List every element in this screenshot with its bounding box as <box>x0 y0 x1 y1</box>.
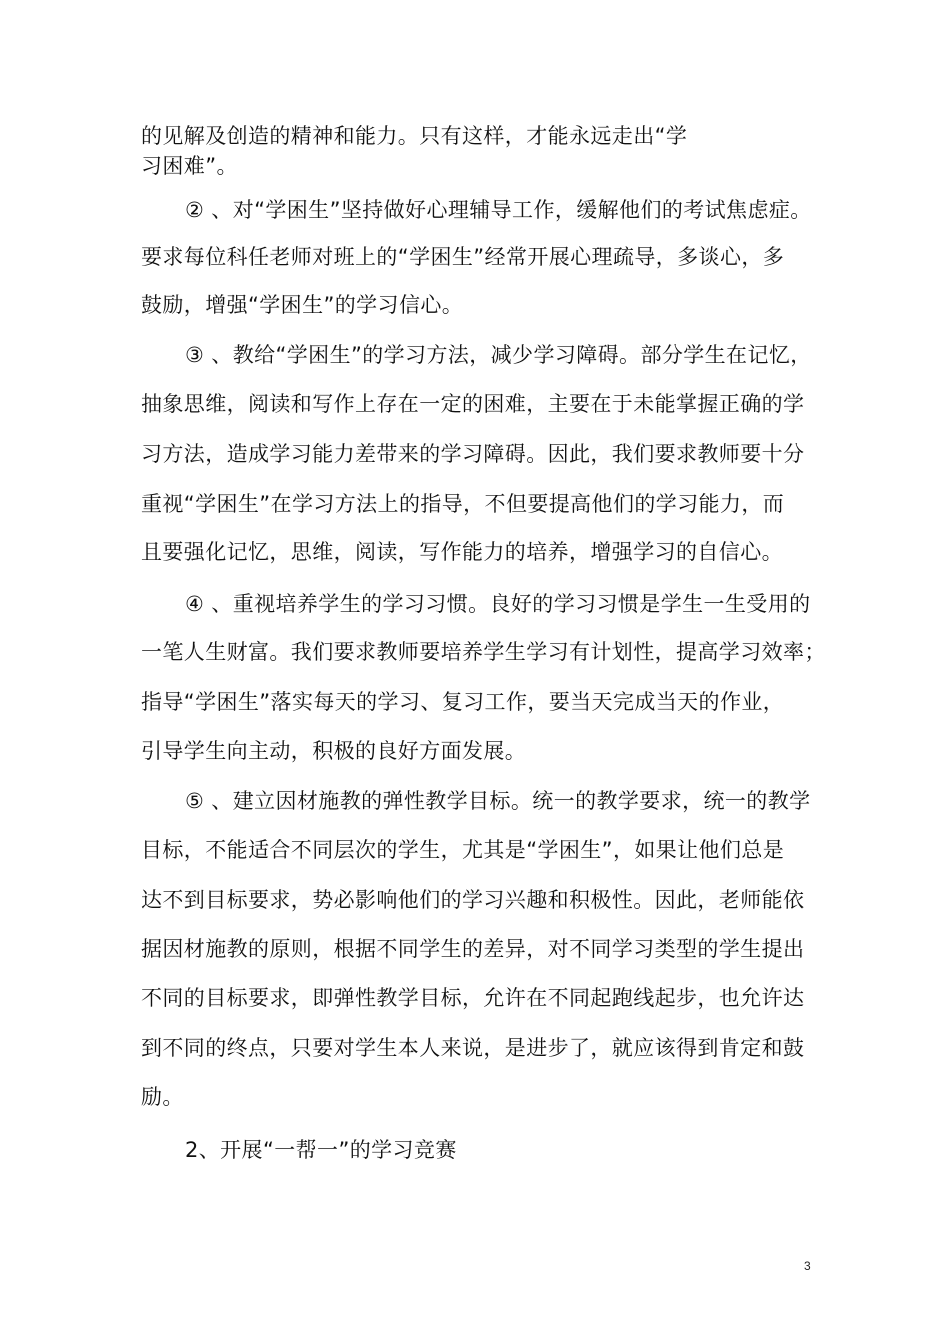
text-line: ② 、对“学困生”坚持做好心理辅导工作，缓解他们的考试焦虑症。 <box>185 198 812 222</box>
text-line: 目标，不能适合不同层次的学生，尤其是“学困生”，如果让他们总是 <box>141 838 785 862</box>
text-line: 到不同的终点，只要对学生本人来说，是进步了，就应该得到肯定和鼓 <box>141 1036 805 1060</box>
text-line: 据因材施教的原则，根据不同学生的差异，对不同学习类型的学生提出 <box>141 937 805 961</box>
text-line: ⑤ 、建立因材施教的弹性教学目标。统一的教学要求，统一的教学 <box>185 789 811 813</box>
text-line: 指导“学困生”落实每天的学习、复习工作，要当天完成当天的作业， <box>141 690 785 714</box>
text-line: 一笔人生财富。我们要求教师要培养学生学习有计划性，提高学习效率； <box>141 640 826 664</box>
text-line: 习困难”。 <box>141 154 238 178</box>
text-line: 不同的目标要求，即弹性教学目标，允许在不同起跑线起步，也允许达 <box>141 986 805 1010</box>
text-line: 励。 <box>141 1085 184 1109</box>
text-line: 要求每位科任老师对班上的“学困生”经常开展心理疏导，多谈心，多 <box>141 245 785 269</box>
text-line: 抽象思维，阅读和写作上存在一定的困难，主要在于未能掌握正确的学 <box>141 392 805 416</box>
text-line: 且要强化记忆，思维，阅读，写作能力的培养，增强学习的自信心。 <box>141 540 783 564</box>
text-line: 达不到目标要求，势必影响他们的学习兴趣和积极性。因此，老师能依 <box>141 888 805 912</box>
text-line: 的见解及创造的精神和能力。只有这样，才能永远走出“学 <box>141 124 688 148</box>
text-line: 重视“学困生”在学习方法上的指导，不但要提高他们的学习能力，而 <box>141 492 785 516</box>
section-heading: 2、开展“一帮一”的学习竞赛 <box>185 1138 457 1162</box>
text-line: 引导学生向主动，积极的良好方面发展。 <box>141 739 527 763</box>
text-line: ③ 、教给“学困生”的学习方法，减少学习障碍。部分学生在记忆， <box>185 343 812 367</box>
text-line: ④ 、重视培养学生的学习习惯。良好的学习习惯是学生一生受用的 <box>185 592 811 616</box>
text-line: 习方法，造成学习能力差带来的学习障碍。因此，我们要求教师要十分 <box>141 442 805 466</box>
text-line: 鼓励，增强“学困生”的学习信心。 <box>141 293 464 317</box>
page-number: 3 <box>804 1259 811 1273</box>
